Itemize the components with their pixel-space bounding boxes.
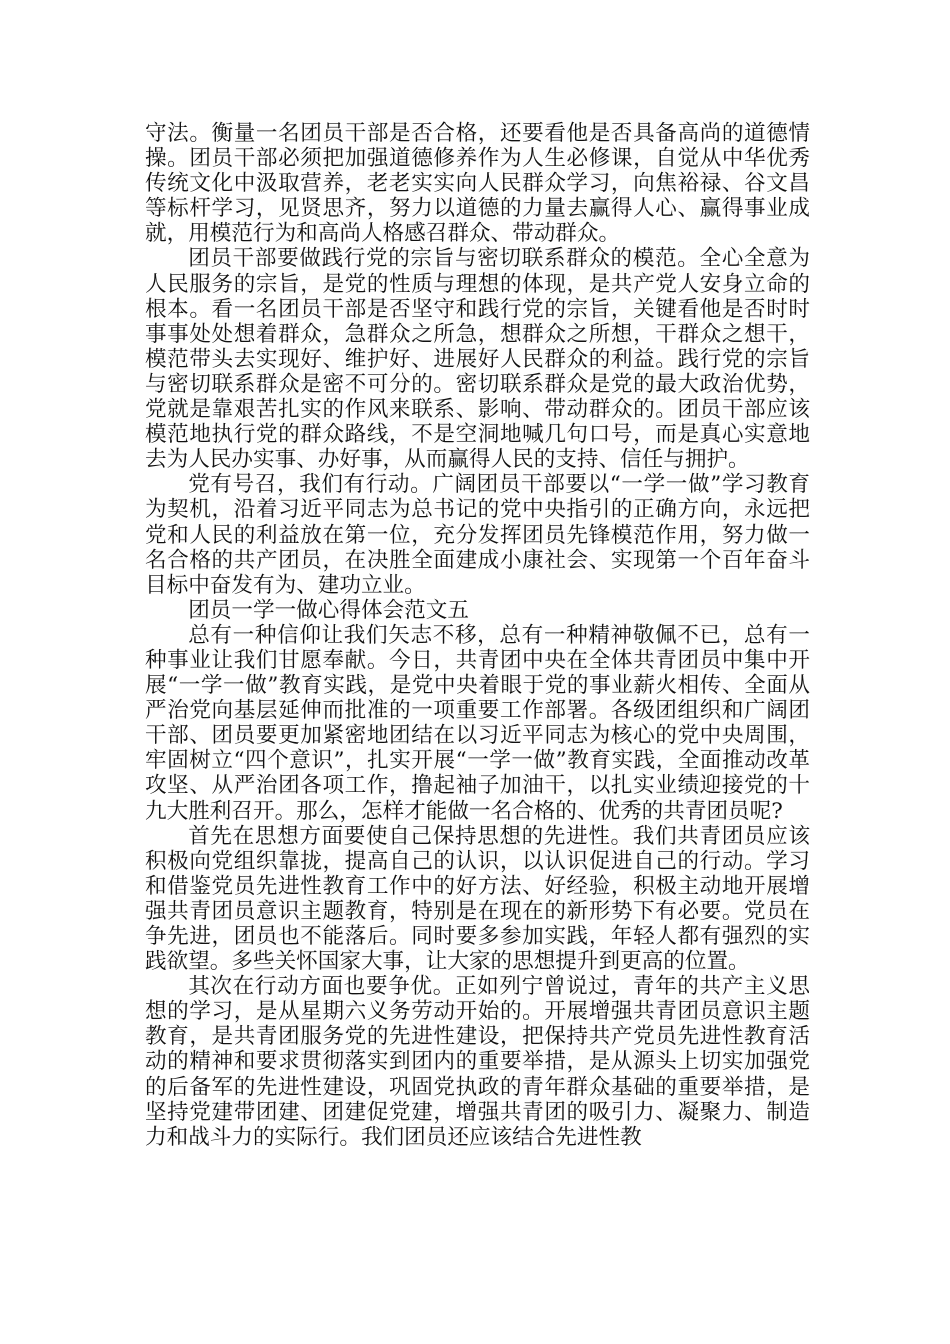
- section-heading: 团员一学一做心得体会范文五: [188, 597, 469, 623]
- paragraph-1: 守法。衡量一名团员干部是否合格，还要看他是否具备高尚的道德情操。团员干部必须把加强道德修养作为人生必修课，自觉从中华优秀传统文化中汲取营养，老老实实向人民群众学习，向焦裕禄、谷文昌等标杆学习，见贤思齐，努力以道德的力量去赢得人心、赢得事业成就，用模范行为和高尚人格感召群众、带动群众。: [145, 121, 810, 247]
- paragraph-7: 其次在行动方面也要争优。正如列宁曾说过，青年的共产主义思想的学习，是从星期六义务劳动开始的。开展增强共青团员意识主题教育，是共青团服务党的先进性建设，把保持共产党员先进性教育活动的精神和要求贯彻落实到团内的重要举措，是从源头上切实加强党的后备军的先进性建设，巩固党执政的青年群众基础的重要举措，是坚持党建带团建、团建促党建，增强共青团的吸引力、凝聚力、制造力和战斗力的实际行。我们团员还应该结合先进性教: [145, 974, 810, 1150]
- paragraph-2: 团员干部要做践行党的宗旨与密切联系群众的模范。全心全意为人民服务的宗旨，是党的性质与理想的体现，是共产党人安身立命的根本。看一名团员干部是否坚守和践行党的宗旨，关键看他是否时时事事处处想着群众，急群众之所急，想群众之所想，干群众之想干，模范带头去实现好、维护好、进展好人民群众的利益。践行党的宗旨与密切联系群众是密不可分的。密切联系群众是党的最大政治优势，党就是靠艰苦扎实的作风来联系、影响、带动群众的。团员干部应该模范地执行党的群众路线，不是空洞地喊几句口号，而是真心实意地去为人民办实事、办好事，从而赢得人民的支持、信任与拥护。: [145, 246, 810, 473]
- paragraph-5: 总有一种信仰让我们矢志不移，总有一种精神敬佩不已，总有一种事业让我们甘愿奉献。今日，共青团中央在全体共青团员中集中开展“一学一做”教育实践，是党中央着眼于党的事业薪火相传、全面从严治党向基层延伸而批准的一项重要工作部署。各级团组织和广阔团干部、团员要更加紧密地团结在以习近平同志为核心的党中央周围，牢固树立“四个意识”，扎实开展“一学一做”教育实践，全面推动改革攻坚、从严治团各项工作，撸起袖子加油干，以扎实业绩迎接党的十九大胜利召开。那么，怎样才能做一名合格的、优秀的共青团员呢?: [145, 622, 810, 824]
- paragraph-3: 党有号召，我们有行动。广阔团员干部要以“一学一做”学习教育为契机，沿着习近平同志为总书记的党中央指引的正确方向，永远把党和人民的利益放在第一位，充分发挥团员先锋模范作用，努力做一名合格的共产团员，在决胜全面建成小康社会、实现第一个百年奋斗目标中奋发有为、建功立业。: [145, 472, 810, 598]
- document-page: [145, 121, 810, 1150]
- paragraph-6: 首先在思想方面要使自己保持思想的先进性。我们共青团员应该积极向党组织靠拢，提高自己的认识，以认识促进自己的行动。学习和借鉴党员先进性教育工作中的好方法、好经验，积极主动地开展增强共青团员意识主题教育，特别是在现在的新形势下有必要。党员在争先进，团员也不能落后。同时要多参加实践，年轻人都有强烈的实践欲望。多些关怀国家大事，让大家的思想提升到更高的位置。: [145, 823, 810, 975]
